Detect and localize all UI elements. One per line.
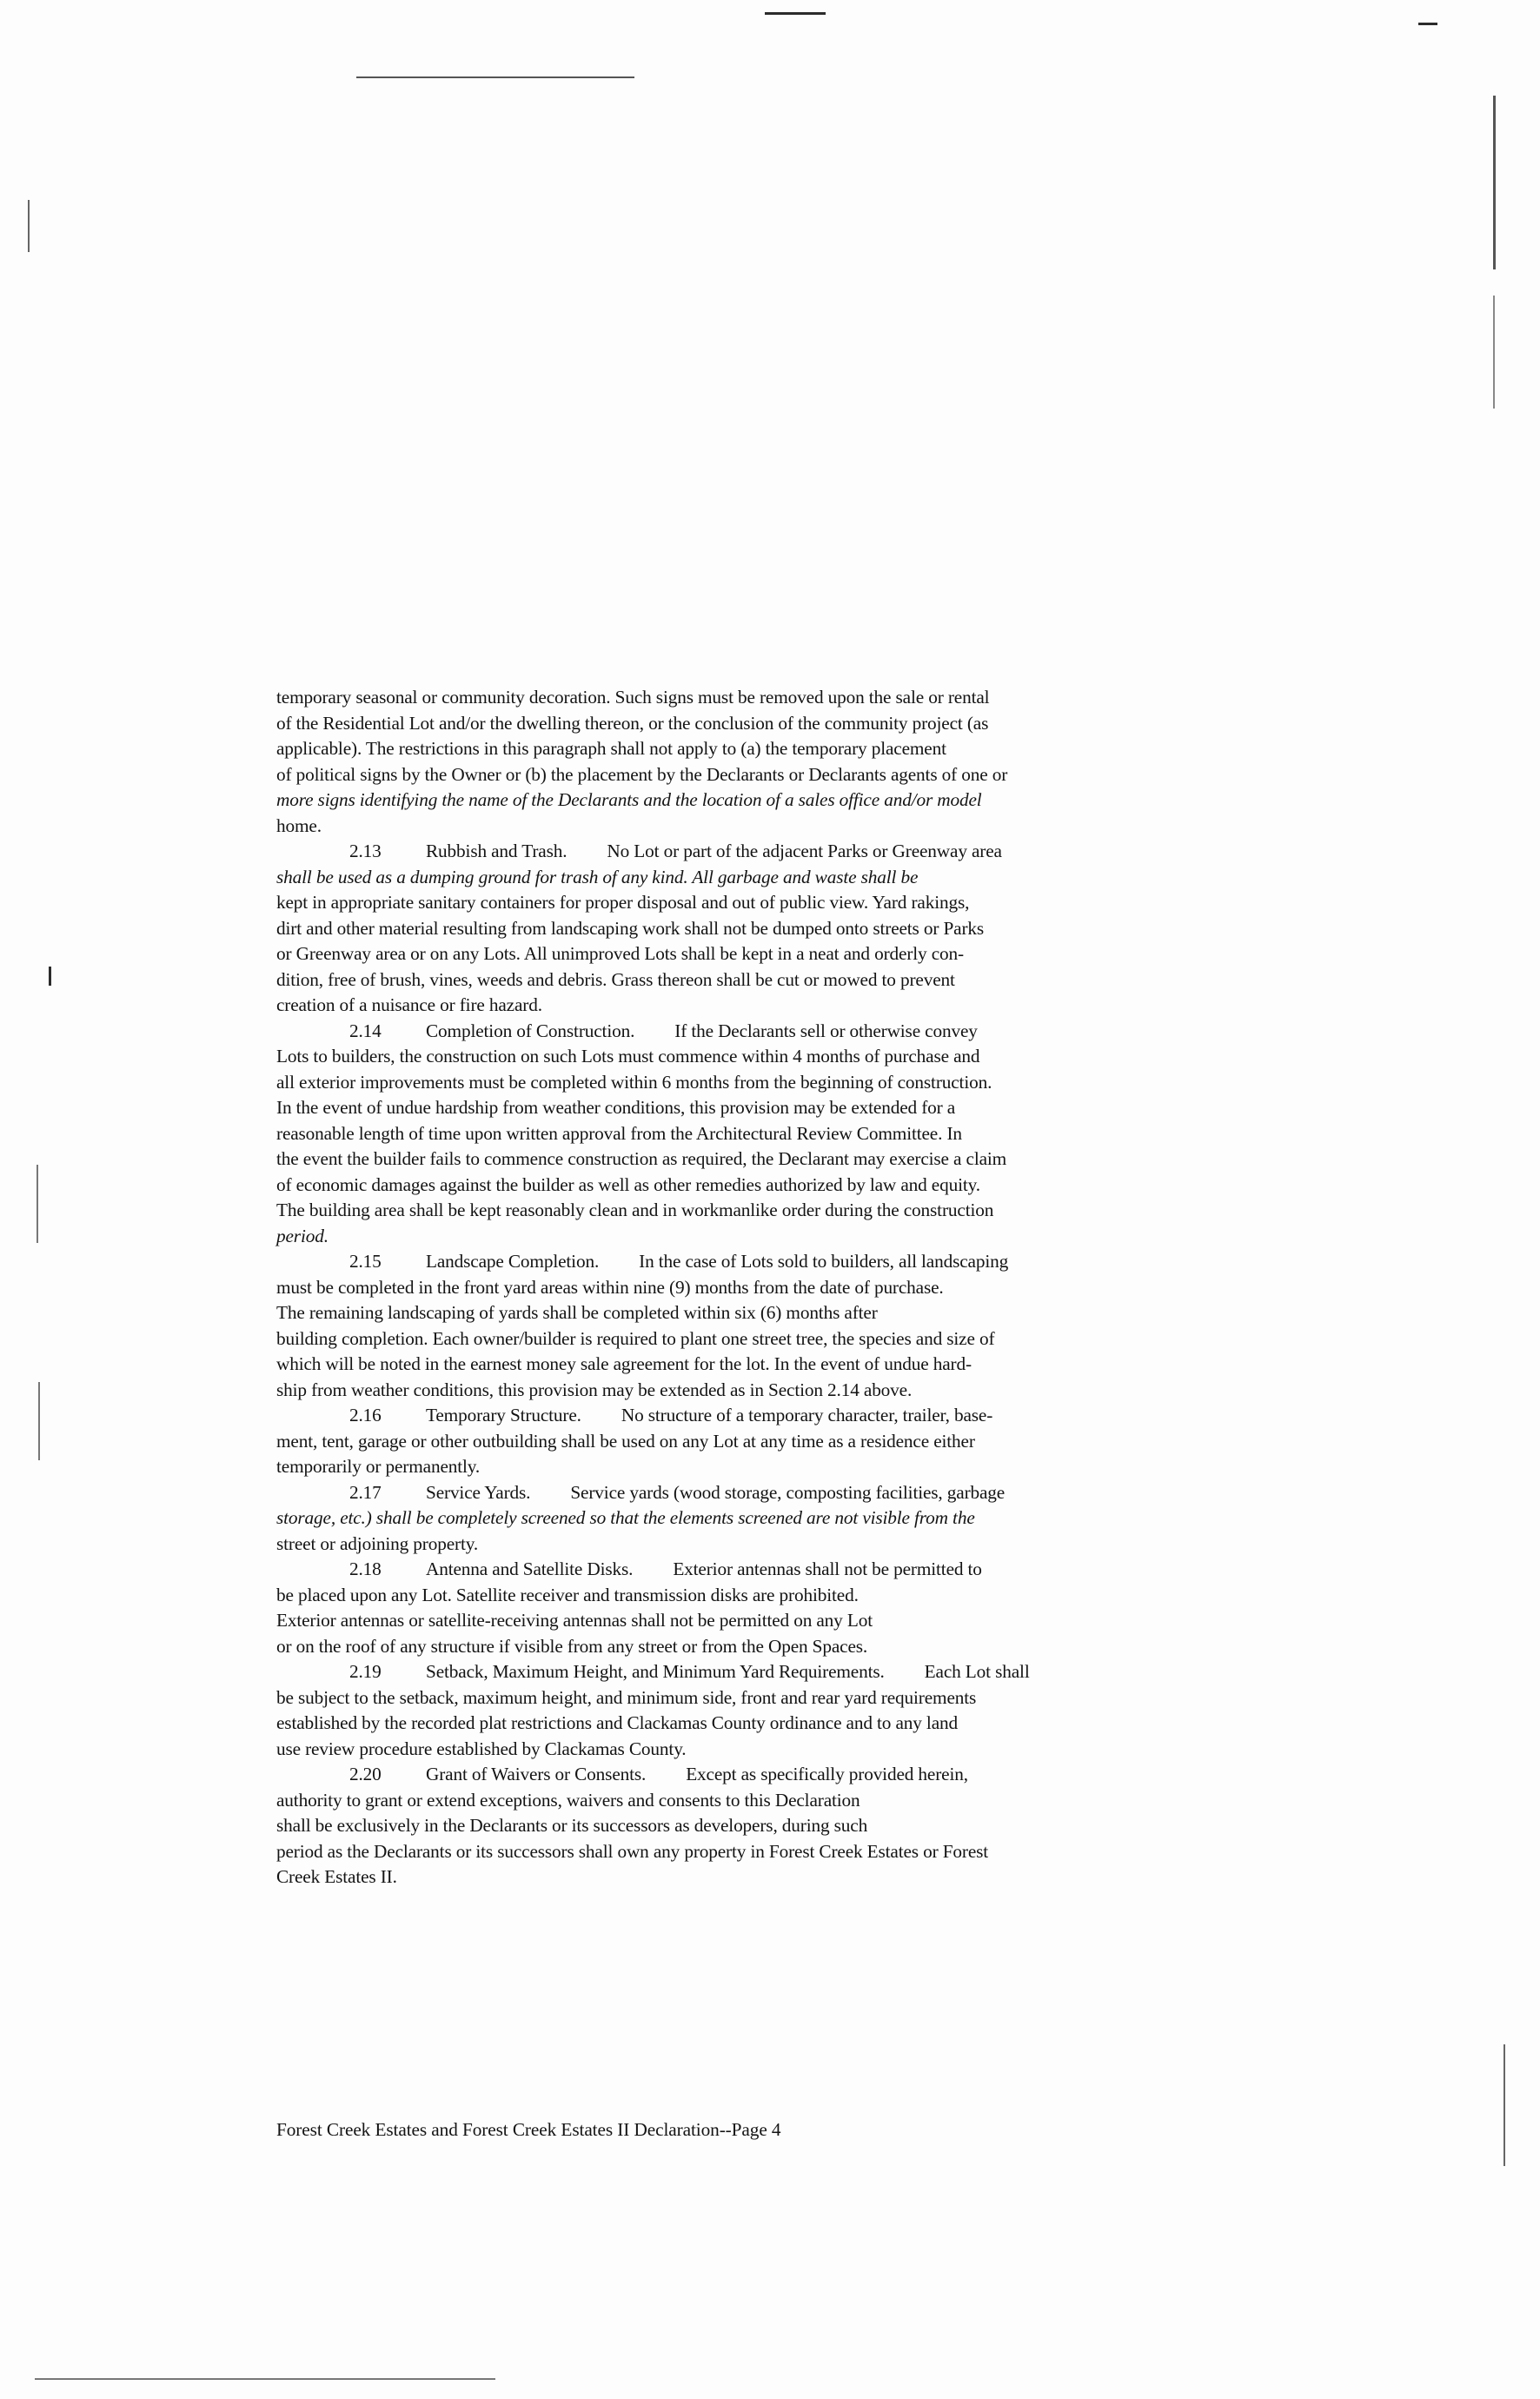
section-line: all exterior improvements must be completed within 6 months from the beginning of construction. [276, 1071, 992, 1093]
section-line: creation of a nuisance or fire hazard. [276, 994, 542, 1015]
section-line: shall be used as a dumping ground for trash of any kind. All garbage and waste shall be [276, 866, 919, 887]
section-line: use review procedure established by Clackamas County. [276, 1738, 687, 1759]
section-first-line: No structure of a temporary character, trailer, base- [621, 1405, 993, 1425]
body-line: home. [276, 814, 322, 836]
section-heading-2-19 [276, 1659, 1191, 1685]
section-line: ship from weather conditions, this provision may be extended as in Section 2.14 above. [276, 1379, 913, 1400]
section-line: the event the builder fails to commence construction as required, the Declarant may exercise a claim [276, 1148, 1007, 1169]
section-heading-2-14 [276, 1019, 1191, 1045]
section-line: kept in appropriate sanitary containers for proper disposal and out of public view. Yard rakings, [276, 892, 970, 913]
section-line: period as the Declarants or its successors shall own any property in Forest Creek Estates or Forest [276, 1840, 989, 1862]
section-line: authority to grant or extend exceptions, waivers and consents to this Declaration [276, 1789, 860, 1811]
section-line: dirt and other material resulting from landscaping work shall not be dumped onto streets or Parks [276, 917, 985, 939]
section-title: Setback, Maximum Height, and Minimum Yard Requirements. [426, 1661, 885, 1682]
body-line: temporary seasonal or community decoration. Such signs must be removed upon the sale or rental [276, 687, 990, 708]
section-first-line: In the case of Lots sold to builders, all landscaping [639, 1251, 1009, 1272]
section-line: ment, tent, garage or other outbuilding shall be used on any Lot at any time as a residence either [276, 1430, 975, 1452]
section-line: which will be noted in the earnest money sale agreement for the lot. In the event of undue hard- [276, 1353, 972, 1374]
section-first-line: Exterior antennas shall not be permitted to [673, 1558, 982, 1579]
body-line: of political signs by the Owner or (b) the placement by the Declarants or Declarants agents of one or [276, 763, 1008, 785]
section-line: shall be exclusively in the Declarants or its successors as developers, during such [276, 1815, 868, 1836]
section-title: Grant of Waivers or Consents. [426, 1764, 647, 1784]
section-line: be placed upon any Lot. Satellite receiver and transmission disks are prohibited. [276, 1584, 859, 1605]
section-line: street or adjoining property. [276, 1532, 479, 1554]
scan-mark-left-3 [37, 1165, 38, 1243]
section-heading-2-20 [276, 1762, 1191, 1788]
section-line: Lots to builders, the construction on such Lots must commence within 4 months of purchase and [276, 1046, 980, 1067]
section-line: The remaining landscaping of yards shall be completed within six (6) months after [276, 1302, 878, 1323]
section-line: or on the roof of any structure if visible from any street or from the Open Spaces. [276, 1635, 868, 1657]
section-title: Antenna and Satellite Disks. [426, 1558, 634, 1579]
section-title: Temporary Structure. [426, 1405, 581, 1425]
scan-mark-top [765, 12, 826, 15]
section-heading-2-18 [276, 1557, 1191, 1583]
section-line: Exterior antennas or satellite-receiving antennas shall not be permitted on any Lot [276, 1610, 873, 1631]
section-line: of economic damages against the builder as well as other remedies authorized by law and equity. [276, 1173, 980, 1195]
section-line: storage, etc.) shall be completely screened so that the elements screened are not visible from the [276, 1507, 975, 1528]
section-line: Creek Estates II. [276, 1866, 397, 1887]
section-line: reasonable length of time upon written approval from the Architectural Review Committee. In [276, 1122, 962, 1144]
section-line: be subject to the setback, maximum height, and minimum side, front and rear yard requirements [276, 1686, 977, 1708]
section-line: established by the recorded plat restrictions and Clackamas County ordinance and to any land [276, 1712, 959, 1733]
section-title: Service Yards. [426, 1481, 531, 1503]
scan-mark-left-1 [28, 200, 30, 252]
body-line: more signs identifying the name of the Declarants and the location of a sales office and/or model [276, 789, 982, 810]
section-first-line: Except as specifically provided herein, [686, 1764, 968, 1784]
section-line: In the event of undue hardship from weather conditions, this provision may be extended for a [276, 1097, 956, 1118]
section-line: period. [276, 1225, 329, 1246]
section-line: temporarily or permanently. [276, 1456, 481, 1477]
section-heading-2-17 [276, 1480, 1191, 1506]
scan-mark-right-2 [1493, 296, 1495, 409]
section-heading-2-15 [276, 1249, 1191, 1275]
body-line: of the Residential Lot and/or the dwelling thereon, or the conclusion of the community project (as [276, 712, 989, 734]
section-number: 2.13 [349, 841, 382, 861]
section-title: Rubbish and Trash. [426, 841, 568, 861]
section-number: 2.18 [349, 1558, 382, 1579]
section-line: The building area shall be kept reasonably clean and in workmanlike order during the construction [276, 1200, 994, 1220]
section-first-line: Each Lot shall [924, 1661, 1030, 1682]
section-line: building completion. Each owner/builder is required to plant one street tree, the species and size of [276, 1327, 995, 1349]
page-footer: Forest Creek Estates and Forest Creek Estates II Declaration--Page 4 [276, 2119, 781, 2140]
section-first-line: If the Declarants sell or otherwise convey [674, 1020, 978, 1041]
scan-mark-top-right [1418, 23, 1437, 25]
body-line: applicable). The restrictions in this paragraph shall not apply to (a) the temporary placement [276, 738, 946, 759]
section-heading-2-13 [276, 839, 1191, 865]
section-number: 2.15 [349, 1251, 382, 1272]
scan-mark-left-4 [38, 1382, 40, 1460]
section-line: dition, free of brush, vines, weeds and debris. Grass thereon shall be cut or mowed to prevent [276, 968, 955, 990]
section-number: 2.17 [349, 1481, 382, 1503]
section-line: must be completed in the front yard areas within nine (9) months from the date of purchase. [276, 1276, 944, 1298]
scan-mark-bottom [35, 2378, 495, 2380]
section-line: or Greenway area or on any Lots. All unimproved Lots shall be kept in a neat and orderly con- [276, 943, 964, 964]
section-title: Landscape Completion. [426, 1251, 600, 1272]
scan-mark-left-2 [49, 967, 51, 986]
scan-mark-top-left [356, 76, 634, 78]
section-number: 2.20 [349, 1764, 382, 1784]
scan-mark-right-3 [1503, 2044, 1505, 2166]
section-number: 2.16 [349, 1405, 382, 1425]
scan-mark-right-1 [1493, 96, 1496, 269]
section-title: Completion of Construction. [426, 1020, 635, 1041]
section-number: 2.14 [349, 1020, 382, 1041]
section-number: 2.19 [349, 1661, 382, 1682]
section-first-line: Service yards (wood storage, composting facilities, garbage [570, 1481, 1006, 1503]
document-body [276, 685, 1191, 1891]
section-heading-2-16 [276, 1403, 1191, 1429]
section-first-line: No Lot or part of the adjacent Parks or Greenway area [607, 841, 1002, 861]
